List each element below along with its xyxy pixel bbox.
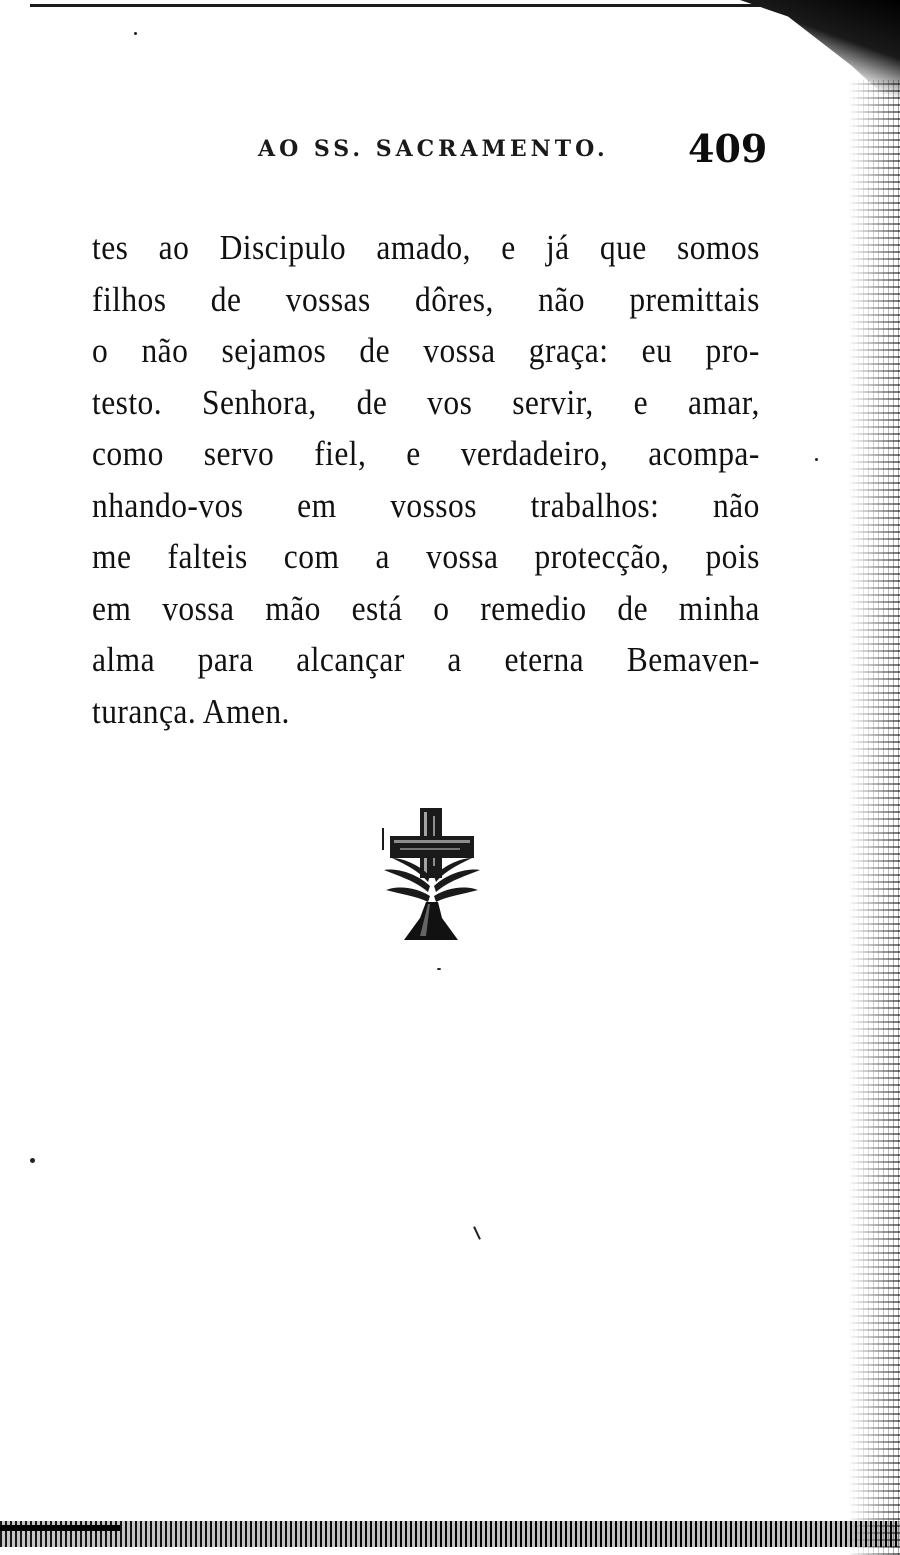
body-paragraph [92,222,760,737]
top-rule [30,4,810,7]
scan-speck [437,968,441,970]
text-line: em vossa mão está o remedio de minha [92,588,760,628]
bottom-edge-band [0,1521,900,1547]
text-line: como servo fiel, e verdadeiro, acompa- [92,434,760,473]
text-line: testo. Senhora, de vos servir, e amar, [92,382,760,422]
text-line: me falteis com a vossa protecção, pois [92,537,760,576]
text-line: tes ao Discipulo amado, e já que somos [92,228,760,267]
running-title: AO SS. SACRAMENTO. [258,136,609,162]
text-line: o não sejamos de vossa graça: eu pro- [92,331,760,370]
text-line: nhando-vos em vossos trabalhos: não [92,485,760,525]
scan-speck [134,32,137,35]
scan-speck [815,458,818,461]
page-edge-noise [848,80,900,1555]
text-line: turança. Amen. [92,691,290,731]
text-line: alma para alcançar a eterna Bemaven- [92,640,760,679]
page-number: 409 [688,126,768,171]
text-line: filhos de vossas dôres, não premittais [92,279,760,319]
cross-with-wheat-icon [380,806,484,942]
scan-speck [473,1226,481,1240]
scan-speck [30,1158,35,1163]
